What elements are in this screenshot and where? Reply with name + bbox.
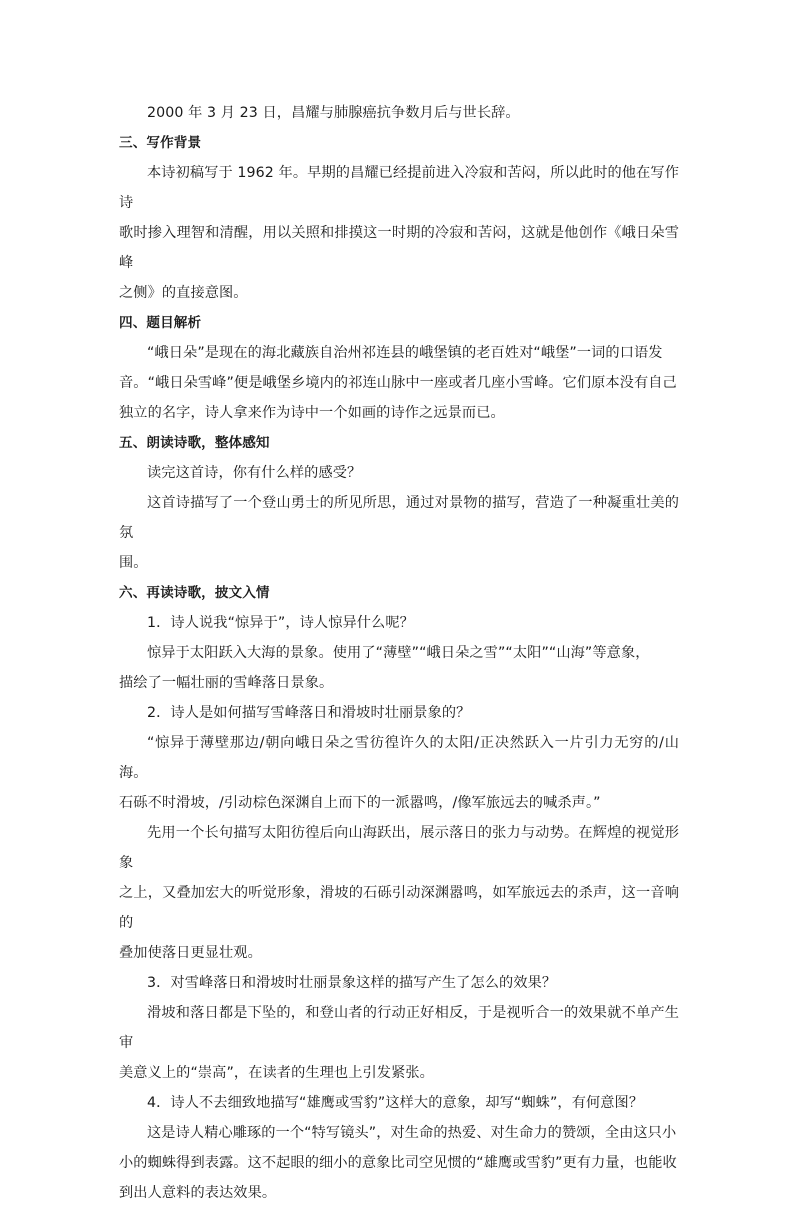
paragraph-title-analysis xyxy=(119,338,679,428)
text-line: 滑坡和落日都是下坠的，和登山者的行动正好相反，于是视听合一的效果就不单产生审 xyxy=(119,1005,679,1051)
text-line: 读完这首诗，你有什么样的感受？ xyxy=(147,465,362,481)
document-body xyxy=(119,98,679,1208)
answer-2-quote xyxy=(119,728,679,818)
text-line: 小的蜘蛛得到表露。这不起眼的细小的意象比司空见惯的“雄鹰或雪豹”更有力量，也能收 xyxy=(119,1155,677,1171)
text-line: “峨日朵”是现在的海北藏族自治州祁连县的峨堡镇的老百姓对“峨堡”一词的口语发 xyxy=(147,345,663,361)
text-line: 独立的名字，诗人拿来作为诗中一个如画的诗作之远景而已。 xyxy=(119,405,505,421)
text-line: 石砾不时滑坡，/引动棕色深渊自上而下的一派嚣鸣，/像军旅远去的喊杀声。” xyxy=(119,795,601,811)
question-4 xyxy=(119,1088,679,1118)
paragraph-death-date xyxy=(119,98,679,128)
text-line: 之上，又叠加宏大的听觉形象，滑坡的石砾引动深渊嚣鸣，如军旅远去的杀声，这一音响的 xyxy=(119,885,679,931)
text-line: 4．诗人不去细致地描写“雄鹰或雪豹”这样大的意象，却写“蜘蛛”，有何意图？ xyxy=(147,1095,644,1111)
answer-3 xyxy=(119,998,679,1088)
text-line: 本诗初稿写于 1962 年。早期的昌耀已经提前进入冷寂和苦闷，所以此时的他在写作诗 xyxy=(119,165,679,211)
section-heading-background: 三、写作背景 xyxy=(119,135,202,151)
text-line: 这首诗描写了一个登山勇士的所见所思，通过对景物的描写，营造了一种凝重壮美的氛 xyxy=(119,495,679,541)
section-heading-title-analysis: 四、题目解析 xyxy=(119,315,202,331)
text-line: 1．诗人说我“惊异于”，诗人惊异什么呢？ xyxy=(147,615,414,631)
text-line: 美意义上的“崇高”，在读者的生理也上引发紧张。 xyxy=(119,1065,434,1081)
paragraph-background xyxy=(119,158,679,308)
text-line: 到出人意料的表达效果。 xyxy=(119,1185,277,1201)
text-line: 2．诗人是如何描写雪峰落日和滑坡时壮丽景象的？ xyxy=(147,705,471,721)
text-line: 之侧》的直接意图。 xyxy=(119,285,248,301)
answer-1 xyxy=(119,638,679,698)
text-line: 歌时掺入理智和清醒，用以关照和排摸这一时期的冷寂和苦闷，这就是他创作《峨日朵雪峰 xyxy=(119,225,679,271)
text-line: 先用一个长句描写太阳彷徨后向山海跃出，展示落日的张力与动势。在辉煌的视觉形象 xyxy=(119,825,679,871)
text-line: 描绘了一幅壮丽的雪峰落日景象。 xyxy=(119,675,334,691)
question-3 xyxy=(119,968,679,998)
text-line: 3．对雪峰落日和滑坡时壮丽景象这样的描写产生了怎么的效果？ xyxy=(147,975,557,991)
answer-4 xyxy=(119,1118,679,1208)
text-line: 2000 年 3 月 23 日，昌耀与肺腺癌抗争数月后与世长辞。 xyxy=(147,105,520,121)
question-1 xyxy=(119,608,679,638)
paragraph-answer-feeling xyxy=(119,488,679,578)
question-2 xyxy=(119,698,679,728)
text-line: 惊异于太阳跃入大海的景象。使用了“薄壁”“峨日朵之雪”“太阳”“山海”等意象， xyxy=(147,645,650,661)
text-line: 叠加使落日更显壮观。 xyxy=(119,945,262,961)
text-line: 围。 xyxy=(119,555,148,571)
answer-2-analysis xyxy=(119,818,679,968)
section-heading-reading-2: 六、再读诗歌，披文入情 xyxy=(119,585,270,601)
text-line: 这是诗人精心雕琢的一个“特写镜头”，对生命的热爱、对生命力的赞颂，全由这只小 xyxy=(147,1125,677,1141)
text-line: “惊异于薄壁那边/朝向峨日朵之雪彷徨许久的太阳/正决然跃入一片引力无穷的/山海。 xyxy=(119,735,679,781)
paragraph-question-feeling xyxy=(119,458,679,488)
section-heading-reading-1: 五、朗读诗歌，整体感知 xyxy=(119,435,270,451)
text-line: 音。“峨日朵雪峰”便是峨堡乡境内的祁连山脉中一座或者几座小雪峰。它们原本没有自己 xyxy=(119,375,677,391)
